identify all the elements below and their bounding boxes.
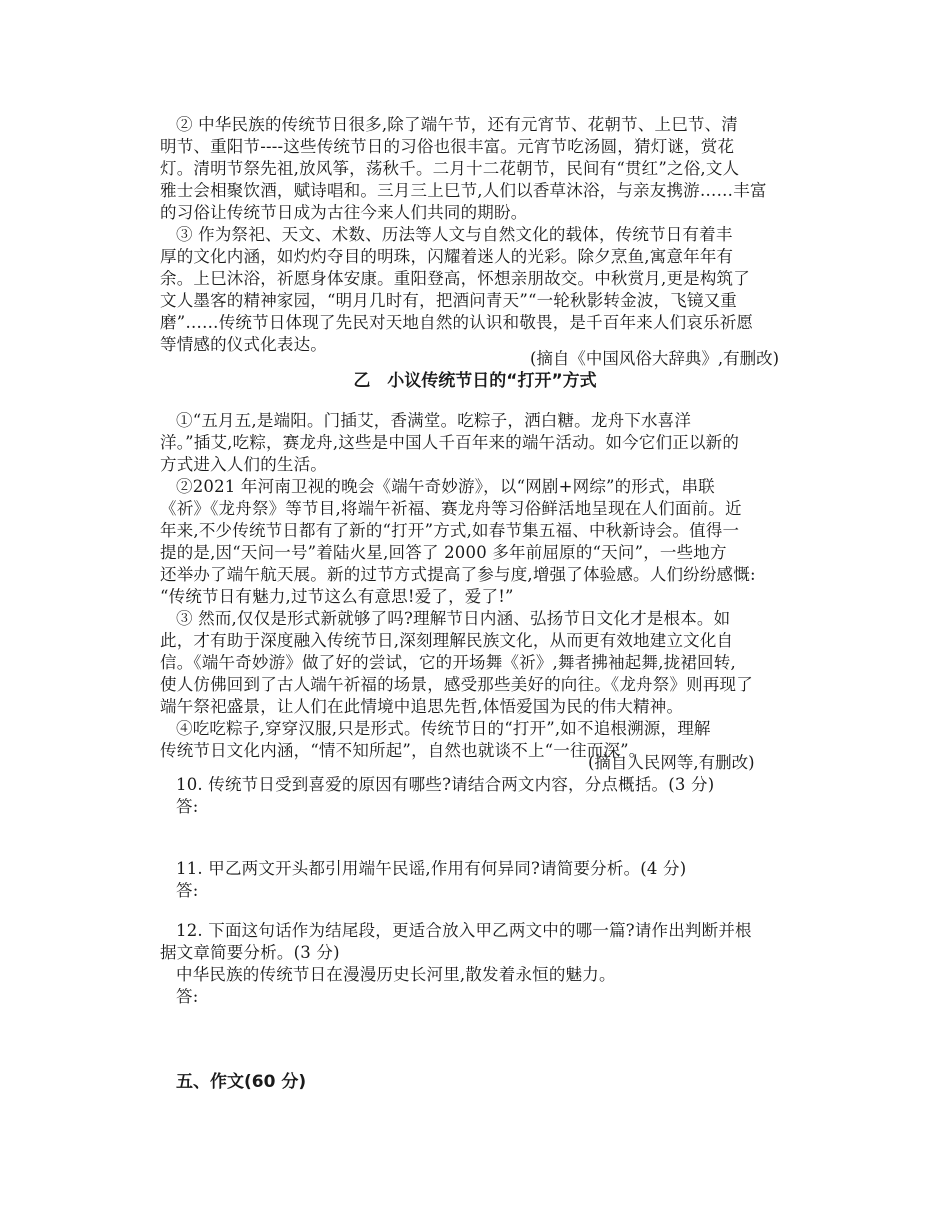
paragraph-line: 等情感的仪式化表达。 <box>160 335 327 354</box>
paragraph-line: 此，才有助于深度融入传统节日,深刻理解民族文化，从而更有效地建立文化自 <box>160 631 734 650</box>
section-heading-composition: 五、作文(60 分) <box>176 1072 307 1092</box>
answer-label: 答: <box>176 881 199 900</box>
question-text: 10. 传统节日受到喜爱的原因有哪些?请结合两文内容，分点概括。(3 分) <box>176 775 715 794</box>
paragraph-line: 余。上巳沐浴，祈愿身体安康。重阳登高，怀想亲朋故交。中秋赏月,更是构筑了 <box>160 269 750 288</box>
paragraph-line: 的习俗让传统节日成为古往今来人们共同的期盼。 <box>160 203 528 222</box>
paragraph-line: 明节、重阳节----这些传统节日的习俗也很丰富。元宵节吃汤圆，猜灯谜，赏花 <box>160 137 735 156</box>
passage-title: 乙 小议传统节日的“打开”方式 <box>353 371 597 391</box>
question-text: 11. 甲乙两文开头都引用端午民谣,作用有何异同?请简要分析。(4 分) <box>176 859 687 878</box>
paragraph-line: 提的是,因“天问一号”着陆火星,回答了 2000 多年前屈原的“天问”，一些地方 <box>160 543 727 562</box>
paragraph-line: 端午祭祀盛景，让人们在此情境中追思先哲,体悟爱国为民的伟大精神。 <box>160 697 684 716</box>
paragraph-line: 灯。清明节祭先祖,放风筝，荡秋千。二月十二花朝节，民间有“贯红”之俗,文人 <box>160 159 740 178</box>
paragraph-line: ③ 作为祭祀、天文、术数、历法等人文与自然文化的载体，传统节日有着丰 <box>176 225 733 244</box>
paragraph-line: 信。《端午奇妙游》做了好的尝试，它的开场舞《祈》,舞者拂袖起舞,拢裙回转, <box>160 653 736 672</box>
answer-label: 答: <box>176 987 199 1006</box>
question-text: 据文章简要分析。(3 分) <box>160 943 340 962</box>
paragraph-line: ①“五月五,是端阳。门插艾，香满堂。吃粽子，洒白糖。龙舟下水喜洋 <box>176 411 692 430</box>
source-citation: (摘自《中国风俗大辞典》,有删改) <box>530 349 780 368</box>
paragraph-line: 文人墨客的精神家园，“明月几时有，把酒问青天”“一轮秋影转金波，飞镜又重 <box>160 291 738 310</box>
paragraph-line: ④吃吃粽子,穿穿汉服,只是形式。传统节日的“打开”,如不追根溯源，理解 <box>176 719 711 738</box>
paragraph-line: ②2021 年河南卫视的晚会《端午奇妙游》，以“网剧+网综”的形式，串联 <box>176 477 715 496</box>
paragraph-line: 磨”……传统节日体现了先民对天地自然的认识和敬畏，是千百年来人们哀乐祈愿 <box>160 313 754 332</box>
paragraph-line: 方式进入人们的生活。 <box>160 455 327 474</box>
paragraph-line: 《祈》《龙舟祭》等节目,将端午祈福、赛龙舟等习俗鲜活地呈现在人们面前。近 <box>160 499 742 518</box>
paragraph-line: 还举办了端午航天展。新的过节方式提高了参与度,增强了体验感。人们纷纷感慨: <box>160 565 756 584</box>
question-text: 12. 下面这句话作为结尾段，更适合放入甲乙两文中的哪一篇?请作出判断并根 <box>176 921 752 940</box>
paragraph-line: 年来,不少传统节日都有了新的“打开”方式,如春节集五福、中秋新诗会。值得一 <box>160 521 740 540</box>
quote-sentence: 中华民族的传统节日在漫漫历史长河里,散发着永恒的魅力。 <box>176 965 616 984</box>
paragraph-line: 传统节日文化内涵，“情不知所起”，自然也就谈不上“一往而深”。 <box>160 741 646 760</box>
paragraph-line: 使人仿佛回到了古人端午祈福的场景，感受那些美好的向往。《龙舟祭》则再现了 <box>160 675 753 694</box>
paragraph-line: 洋。”插艾,吃粽，赛龙舟,这些是中国人千百年来的端午活动。如今它们正以新的 <box>160 433 740 452</box>
source-citation: (摘自人民网等,有删改) <box>588 753 755 772</box>
answer-label: 答: <box>176 797 199 816</box>
paragraph-line: 厚的文化内涵，如灼灼夺目的明珠，闪耀着迷人的光彩。除夕烹鱼,寓意年年有 <box>160 247 734 266</box>
paragraph-line: ③ 然而,仅仅是形式新就够了吗?理解节日内涵、弘扬节日文化才是根本。如 <box>176 609 731 628</box>
paragraph-line: “传统节日有魅力,过节这么有意思!爱了，爱了!” <box>160 587 514 606</box>
paragraph-line: 雅士会相聚饮酒，赋诗唱和。三月三上巳节,人们以香草沐浴，与亲友携游……丰富 <box>160 181 767 200</box>
paragraph-line: ② 中华民族的传统节日很多,除了端午节，还有元宵节、花朝节、上巳节、清 <box>176 115 738 134</box>
